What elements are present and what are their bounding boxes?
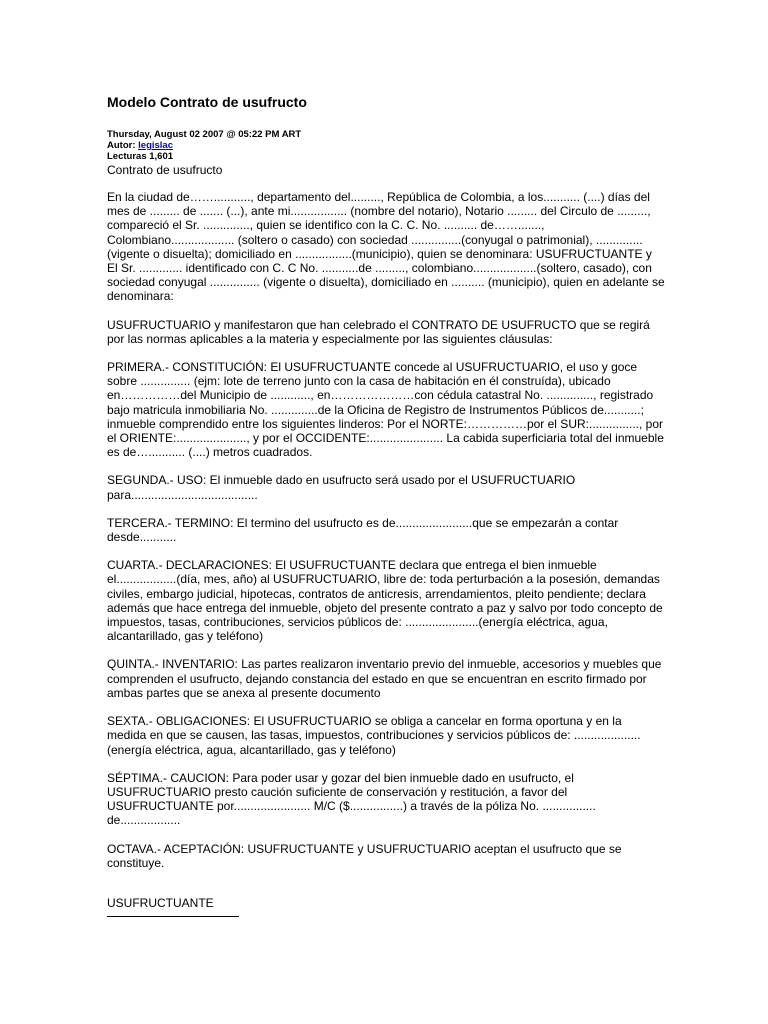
clause-segunda: SEGUNDA.- USO: El inmueble dado en usufructo será usado por el USUFRUCTUARIO para......................................: [107, 473, 576, 502]
author-label: Autor:: [107, 140, 139, 151]
clause-octava: OCTAVA.- ACEPTACIÓN: USUFRUCTUANTE y USUFRUCTUARIO aceptan el usufructo que se constituye.: [107, 841, 622, 870]
signature-label: USUFRUCTUANTE: [107, 895, 214, 910]
clause-sexta: SEXTA.- OBLIGACIONES: El USUFRUCTUARIO se obliga a cancelar en forma oportuna y en la medida en que se causen, las tasas, impuestos, contribuciones y servicios públicos de: .................... (energía eléctrica, agua, alcantarillado, gas y teléfono): [107, 714, 641, 757]
clause-cuarta: CUARTA.- DECLARACIONES: El USUFRUCTUANTE declara que entrega el bien inmueble el..................(día, mes, año) al USUFRUCTUARIO, libre de: toda perturbación a la posesión, demandas civiles, embargo judicial, hipotecas, contratos de anticresis, arrendamientos, pleito pendiente; declara además que hace entrega del inmueble, objeto del presente contrato a paz y salvo por todo concepto de impuestos, tasas, contribuciones, servicios públicos de: ......................(energía eléctrica, agua, alcantarillado, gas y teléfono): [107, 558, 663, 644]
intro-paragraph: En la ciudad de……..........., departamento del........., República de Colombia, a los........... (....) días del mes de ......... de ....... (...), ante mi................. (nombre del notario), Notario ......... del Circulo de ........., compareció el Sr. .............., quien se identifico con la C. C. No. .......... de……......., Colombiano................... (soltero o casado) con sociedad ...............(conyugal o patrimonial), .............. (vigente o disuelta); domiciliado en .................(municipio), quien se denominara: USUFRUCTUANTE y El Sr. ............. identificado con C. C No. ...........de ........., colombiano...................(soltero, casado), con sociedad conyugal ............... (vigente o disuelta), domiciliado en .......... (municipio), quien en adelante se denominara:: [107, 190, 665, 304]
clause-quinta: QUINTA.- INVENTARIO: Las partes realizaron inventario previo del inmueble, accesorios y muebles que comprenden el usufructo, dejando constancia del estado en que se encuentran en escrito firmado por ambas partes que se anexa al presente documento: [107, 657, 662, 700]
post-date: Thursday, August 02 2007 @ 05:22 PM ART: [107, 129, 302, 140]
article-meta: [107, 129, 667, 162]
clause-primera: PRIMERA.- CONSTITUCIÓN: El USUFRUCTUANTE concede al USUFRUCTUARIO, el uso y goce sobre ............... (ejm: lote de terreno junto con la casa de habitación en él construída), ubicado en……………del Municipio de ............, en…………………con cédula catastral No. .............., registrado bajo matricula inmobiliaria No. ..............de la Oficina de Registro de Instrumentos Públicos de...........; inmueble comprendido entre los siguientes linderos: Por el NORTE:……………por el SUR:..............., por el ORIENTE:....................., y por el OCCIDENTE:...................... La cabida superficiaria total del inmueble es de…........... (....) metros cuadrados.: [107, 360, 664, 460]
signature-line: [107, 916, 239, 917]
author-line: [107, 140, 667, 151]
contract-subtitle: Contrato de usufructo: [107, 163, 223, 177]
author-link[interactable]: legislac: [138, 140, 173, 151]
article-content: [107, 93, 667, 917]
signature-block: [107, 896, 667, 917]
page-title: Modelo Contrato de usufructo: [107, 94, 307, 110]
read-count: Lecturas 1,601: [107, 151, 174, 162]
parties-paragraph: USUFRUCTUARIO y manifestaron que han celebrado el CONTRATO DE USUFRUCTO que se regirá por las normas aplicables a la materia y especialmente por las siguientes cláusulas:: [107, 317, 650, 346]
clause-tercera: TERCERA.- TERMINO: El termino del usufructo es de.......................que se empezarán a contar desde...........: [107, 515, 619, 545]
clause-septima: SÉPTIMA.- CAUCION: Para poder usar y gozar del bien inmueble dado en usufructo, el USUFRUCTUARIO presto caución suficiente de conservación y restitución, a favor del USUFRUCTUANTE por....................... M/C ($................) a través de la póliza No. ................ de..................: [107, 770, 596, 828]
